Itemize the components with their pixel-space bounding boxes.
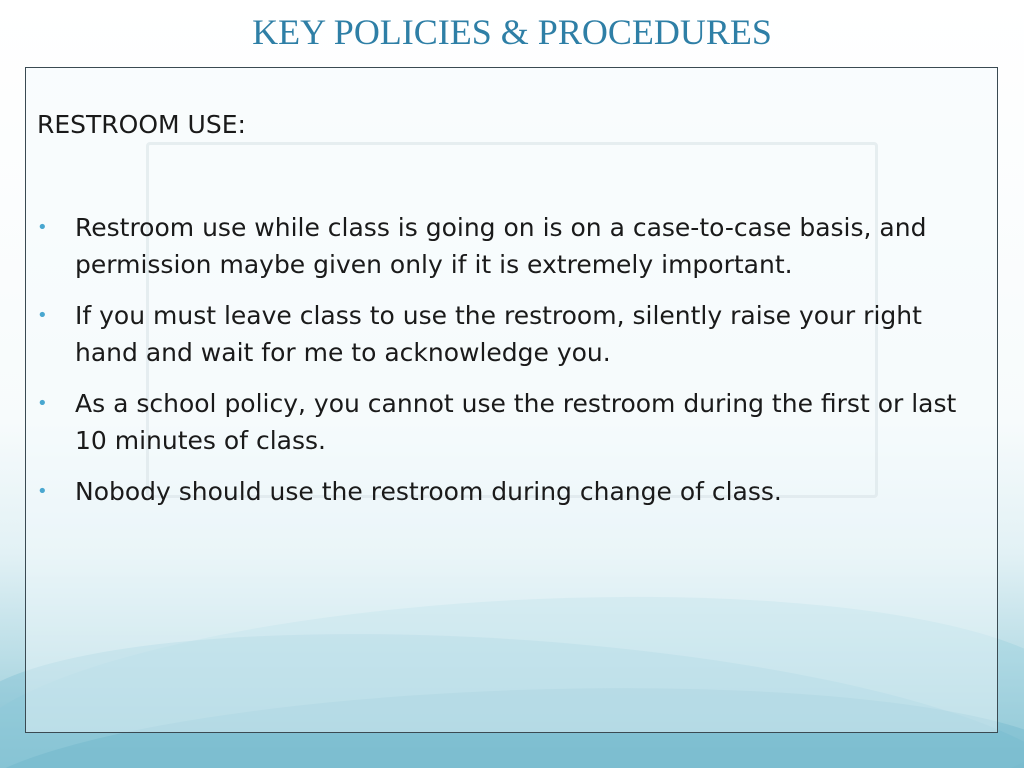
bullet-item [37,209,987,283]
bullet-icon: • [37,217,48,238]
bullet-text: If you must leave class to use the restroom, silently raise your right hand and wait for me to acknowledge you. [75,301,922,367]
bullet-item [37,473,987,510]
bullet-icon: • [37,305,48,326]
bullet-icon: • [37,481,48,502]
section-heading: RESTROOM USE: [37,110,246,139]
bullet-item [37,385,987,459]
bullet-text: Nobody should use the restroom during change of class. [75,477,782,506]
bullet-list [37,209,987,524]
bullet-item [37,297,987,371]
bullet-text: As a school policy, you cannot use the restroom during the first or last 10 minutes of class. [75,389,957,455]
bullet-icon: • [37,393,48,414]
slide-title: KEY POLICIES & PROCEDURES [252,12,772,52]
bullet-text: Restroom use while class is going on is on a case-to-case basis, and permission maybe given only if it is extremely important. [75,213,927,279]
